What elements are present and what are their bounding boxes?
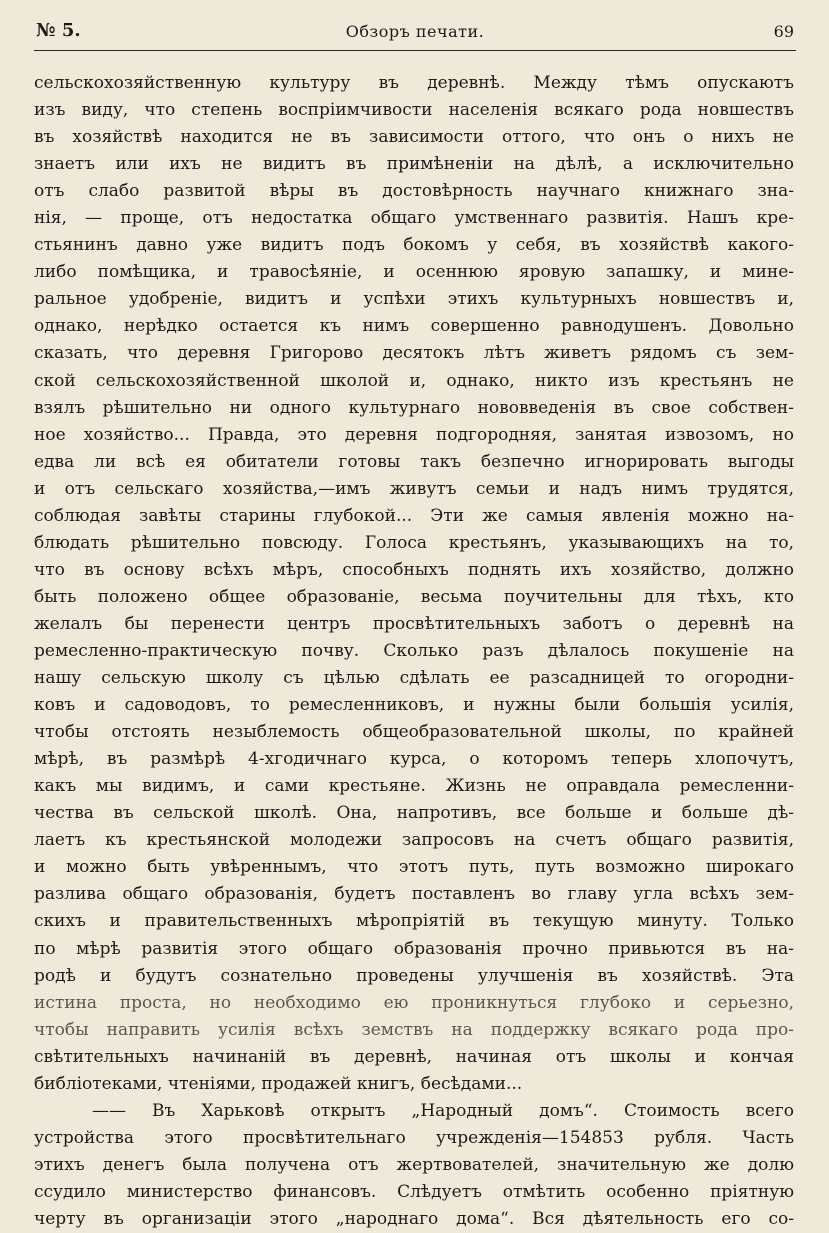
text-line: едва ли всѣ ея обитатели готовы такъ безпечно игнорировать выгоды <box>34 451 794 472</box>
text-line: этихъ денегъ была получена отъ жертвователей, значительную же долю <box>34 1154 794 1175</box>
text-line: лаетъ къ крестьянской молодежи запросовъ на счетъ общаго развитія, <box>34 830 794 851</box>
text-line: ное хозяйство... Правда, это деревня подгородняя, занятая извозомъ, но <box>34 424 794 445</box>
text-line: свѣтительныхъ начинаній въ деревнѣ, начиная отъ школы и кончая <box>34 1046 794 1067</box>
text-line: однако, нерѣдко остается къ нимъ совершенно равнодушенъ. Довольно <box>34 316 794 337</box>
text-line: взялъ рѣшительно ни одного культурнаго нововведенія въ свое собствен- <box>34 397 794 418</box>
text-line: стьянинъ давно уже видитъ подъ бокомъ у себя, въ хозяйствѣ какого- <box>34 235 794 256</box>
text-line: ковъ и садоводовъ, то ремесленниковъ, и нужны были большія усилія, <box>34 695 794 716</box>
text-line: нашу сельскую школу съ цѣлью сдѣлать ее разсадницей то огородни- <box>34 668 794 689</box>
article-text <box>34 70 794 1233</box>
text-line: соблюдая завѣты старины глубокой... Эти же самыя явленія можно на- <box>34 505 794 526</box>
text-line: ральное удобреніе, видитъ и успѣхи этихъ культурныхъ новшествъ и, <box>34 289 794 310</box>
page-number: 69 <box>773 22 794 41</box>
text-line: и отъ сельскаго хозяйства,—имъ живутъ семьи и надъ нимъ трудятся, <box>34 478 794 499</box>
text-line: желалъ бы перенести центръ просвѣтительныхъ заботъ о деревнѣ на <box>34 613 794 634</box>
text-line: черту въ организаціи этого „народнаго дома“. Вся дѣятельность его со- <box>34 1208 794 1229</box>
text-line: ской сельскохозяйственной школой и, однако, никто изъ крестьянъ не <box>34 370 794 391</box>
text-line: ссудило министерство финансовъ. Слѣдуетъ отмѣтить особенно пріятную <box>34 1181 794 1202</box>
text-line: отъ слабо развитой вѣры въ достовѣрность научнаго книжнаго зна- <box>34 181 794 202</box>
text-line: какъ мы видимъ, и сами крестьяне. Жизнь не оправдала ремесленни- <box>34 776 794 797</box>
text-line: знаетъ или ихъ не видитъ въ примѣненіи на дѣлѣ, а исключительно <box>34 154 794 175</box>
text-line: истина проста, но необходимо ею проникнуться глубоко и серьезно, <box>34 992 794 1013</box>
text-line: быть положено общее образованіе, весьма поучительны для тѣхъ, кто <box>34 586 794 607</box>
text-line: ремесленно-практическую почву. Сколько разъ дѣлалось покушеніе на <box>34 640 794 661</box>
text-line: нія, — проще, отъ недостатка общаго умственнаго развитія. Нашъ кре- <box>34 208 794 229</box>
text-line: чтобы направить усилія всѣхъ земствъ на поддержку всякаго рода про- <box>34 1019 794 1040</box>
text-line: устройства этого просвѣтительнаго учрежденія—154853 рубля. Часть <box>34 1127 794 1148</box>
text-line: чества въ сельской школѣ. Она, напротивъ, все больше и больше дѣ- <box>34 803 794 824</box>
text-line: блюдать рѣшительно повсюду. Голоса крестьянъ, указывающихъ на то, <box>34 532 794 553</box>
paragraph-end-line: библіотеками, чтеніями, продажей книгъ, бесѣдами... <box>34 1073 523 1094</box>
running-header <box>36 20 794 50</box>
text-line: сельскохозяйственную культуру въ деревнѣ. Между тѣмъ опускаютъ <box>34 73 794 93</box>
text-line: либо помѣщика, и травосѣяніе, и осеннюю яровую запашку, и мине- <box>34 262 794 283</box>
text-line: по мѣрѣ развитія этого общаго образованія прочно привьются въ на- <box>34 938 794 959</box>
issue-number: № 5. <box>36 20 81 41</box>
text-line: скихъ и правительственныхъ мѣропріятій въ текущую минуту. Только <box>34 911 794 932</box>
text-line: въ хозяйствѣ находится не въ зависимости оттого, что онъ о нихъ не <box>34 127 794 148</box>
text-line: изъ виду, что степень воспріимчивости населенія всякаго рода новшествъ <box>34 100 794 121</box>
header-rule <box>34 50 796 51</box>
text-line: сказать, что деревня Григорово десятокъ лѣтъ живетъ рядомъ съ зем- <box>34 343 794 364</box>
text-line: мѣрѣ, въ размѣрѣ 4-хгодичнаго курса, о которомъ теперь хлопочутъ, <box>34 749 794 770</box>
text-line: и можно быть увѣреннымъ, что этотъ путь, путь возможно широкаго <box>34 857 794 878</box>
text-line: чтобы отстоять незыблемость общеобразовательной школы, по крайней <box>34 722 794 743</box>
text-line: разлива общаго образованія, будетъ поставленъ во главу угла всѣхъ зем- <box>34 884 794 905</box>
section-title: Обзоръ печати. <box>345 22 485 41</box>
news-item-start-line: —— Въ Харьковѣ открытъ „Народный домъ“. Стоимость всего <box>92 1100 794 1121</box>
text-line: родѣ и будутъ сознательно проведены улучшенія въ хозяйствѣ. Эта <box>34 965 794 986</box>
text-line: что въ основу всѣхъ мѣръ, способныхъ поднять ихъ хозяйство, должно <box>34 559 794 580</box>
